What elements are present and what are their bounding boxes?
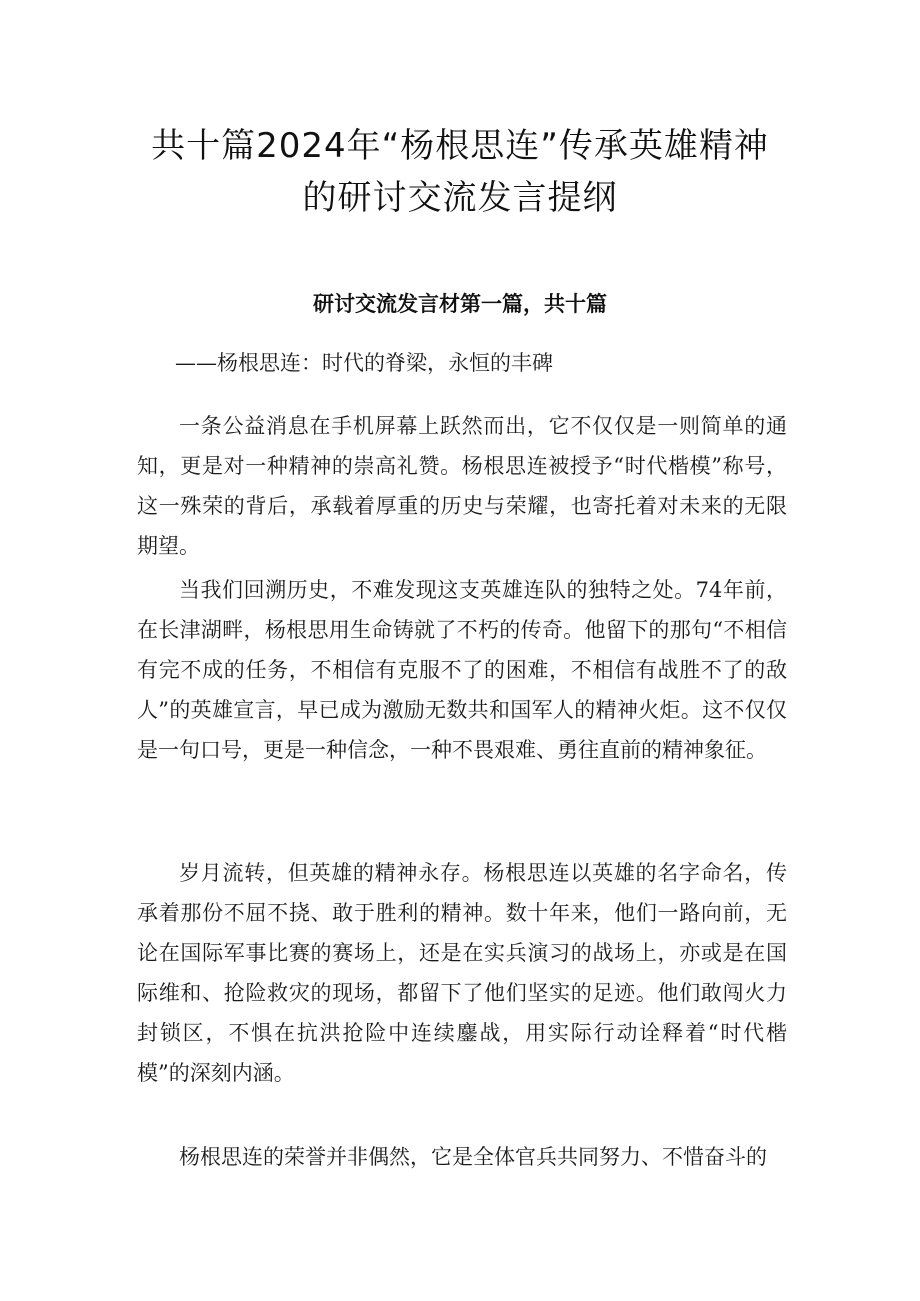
document-title-line-2: 的研讨交流发言提纲: [302, 178, 618, 218]
paragraph-1: 一条公益消息在手机屏幕上跃然而出，它不仅仅是一则简单的通知，更是对一种精神的崇高礼赞。杨根思连被授予“时代楷模”称号，这一殊荣的背后，承载着厚重的历史与荣耀，也寄托着对未来的无限期望。: [137, 414, 787, 558]
section-heading: 研讨交流发言材第一篇，共十篇: [313, 292, 607, 316]
paragraph-2: 当我们回溯历史，不难发现这支英雄连队的独特之处。74年前，在长津湖畔，杨根思用生命铸就了不朽的传奇。他留下的那句“不相信有完不成的任务，不相信有克服不了的困难，不相信有战胜不了的敌人”的英雄宣言，早已成为激励无数共和国军人的精神火炬。这不仅仅是一句口号，更是一种信念，一种不畏艰难、勇往直前的精神象征。: [137, 578, 787, 762]
document-title-line-1: 共十篇2024年“杨根思连”传承英雄精神: [151, 126, 769, 166]
paragraph-3: 岁月流转，但英雄的精神永存。杨根思连以英雄的名字命名，传承着那份不屈不挠、敢于胜利的精神。数十年来，他们一路向前，无论在国际军事比赛的赛场上，还是在实兵演习的战场上，亦或是在国际维和、抢险救灾的现场，都留下了他们坚实的足迹。他们敢闯火力封锁区，不惧在抗洪抢险中连续鏖战，用实际行动诠释着“时代楷模”的深刻内涵。: [137, 861, 787, 1085]
paragraph-4: 杨根思连的荣誉并非偶然，它是全体官兵共同努力、不惜奋斗的: [179, 1145, 767, 1169]
lead-line: ——杨根思连：时代的脊梁，永恒的丰碑: [175, 351, 553, 375]
